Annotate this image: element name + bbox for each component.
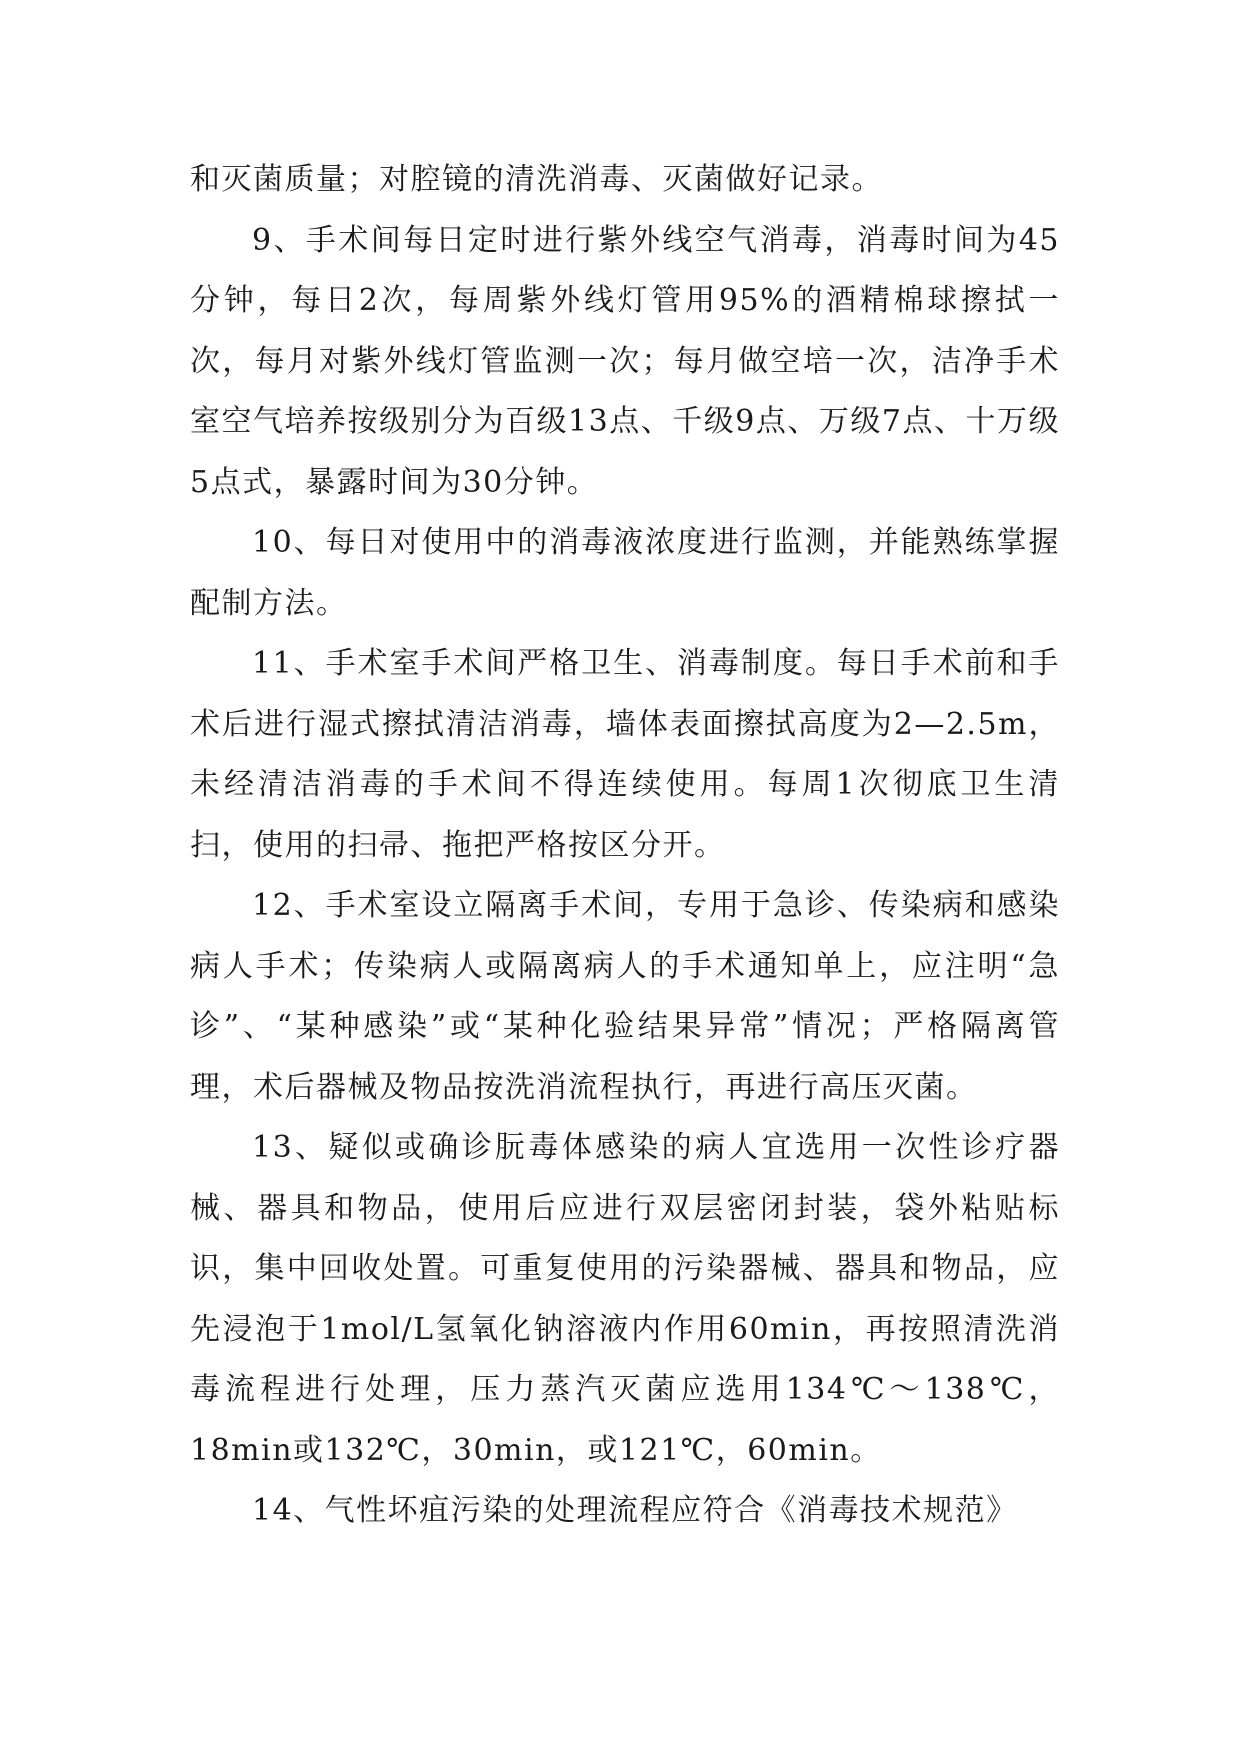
paragraph-item-14: 14、气性坏疽污染的处理流程应符合《消毒技术规范》 [252, 1493, 1018, 1528]
paragraph-item-9: 9、手术间每日定时进行紫外线空气消毒，消毒时间为45分钟，每日2次，每周紫外线灯管用95%的酒精棉球擦拭一次，每月对紫外线灯管监测一次；每月做空培一次，洁净手术室空气培养按级别分为百级13点、千级9点、万级7点、十万级5点式，暴露时间为30分钟。 [190, 222, 1060, 500]
document-body [190, 150, 1060, 1542]
paragraph-item-10: 10、每日对使用中的消毒液浓度进行监测，并能熟练掌握配制方法。 [190, 525, 1060, 621]
paragraph-item-12: 12、手术室设立隔离手术间，专用于急诊、传染病和感染病人手术；传染病人或隔离病人的手术通知单上，应注明“急诊”、“某种感染”或“某种化验结果异常”情况；严格隔离管理，术后器械及物品按洗消流程执行，再进行高压灭菌。 [190, 888, 1060, 1105]
paragraph-item-8-continued: 和灭菌质量；对腔镜的清洗消毒、灭菌做好记录。 [190, 162, 883, 197]
paragraph-item-11: 11、手术室手术间严格卫生、消毒制度。每日手术前和手术后进行湿式擦拭清洁消毒，墙体表面擦拭高度为2—2.5m，未经清洁消毒的手术间不得连续使用。每周1次彻底卫生清扫，使用的扫帚、拖把严格按区分开。 [190, 646, 1060, 863]
paragraph-item-13: 13、疑似或确诊朊毒体感染的病人宜选用一次性诊疗器械、器具和物品，使用后应进行双层密闭封装，袋外粘贴标识，集中回收处置。可重复使用的污染器械、器具和物品，应先浸泡于1mol/L氢氧化钠溶液内作用60min，再按照清洗消毒流程进行处理，压力蒸汽灭菌应选用134℃～138℃，18min或132℃，30min，或121℃，60min。 [190, 1130, 1060, 1468]
